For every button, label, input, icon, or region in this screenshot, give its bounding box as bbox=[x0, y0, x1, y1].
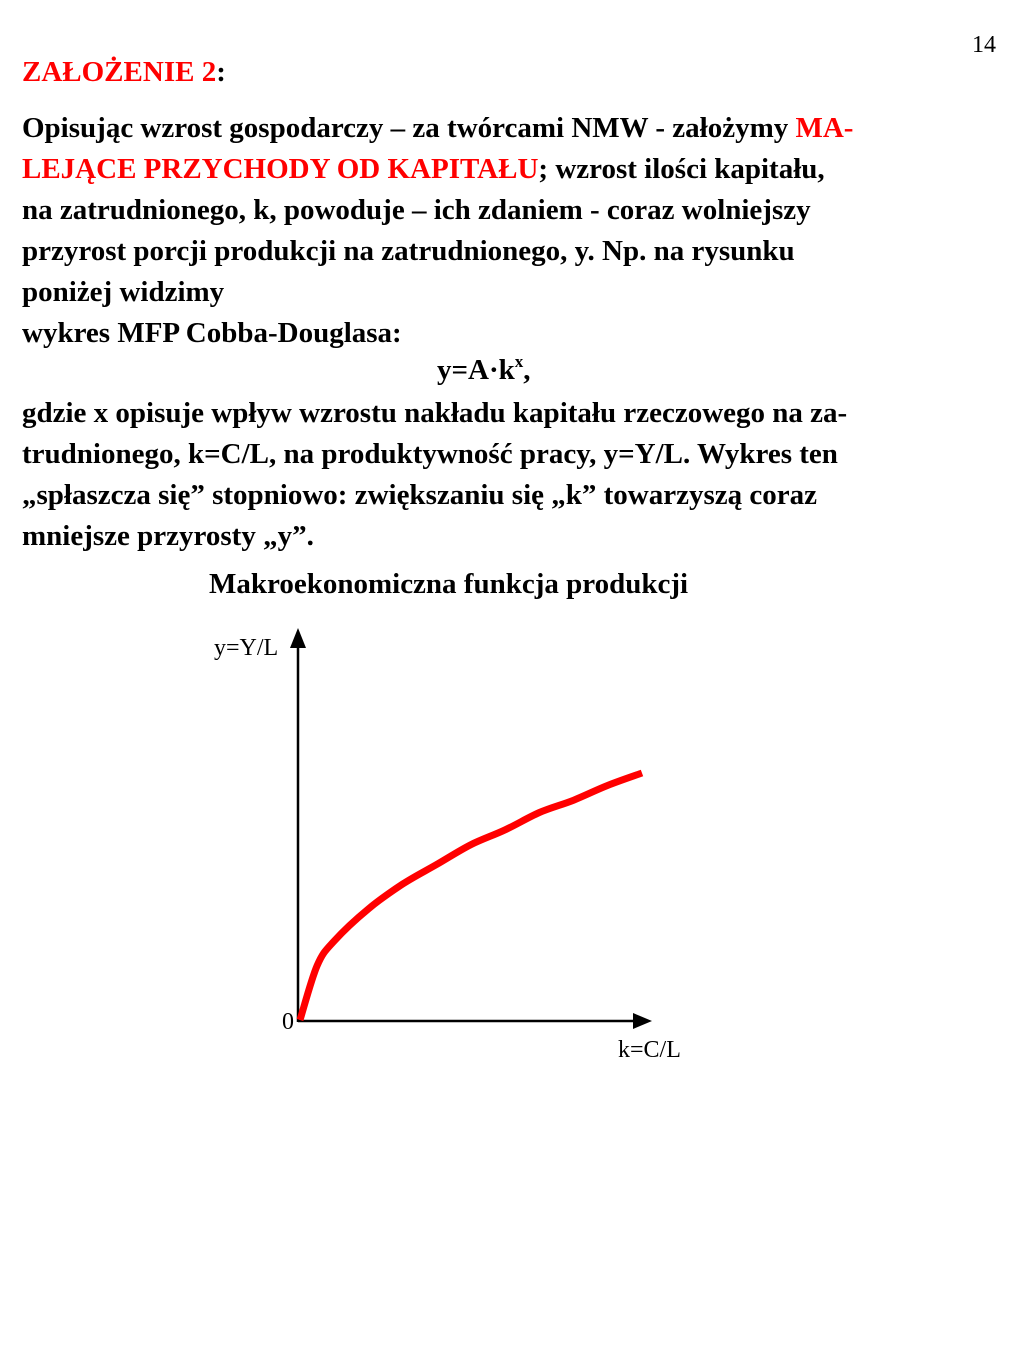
formula-suffix: , bbox=[523, 354, 531, 386]
explanation-line-2: trudnionego, k=C/L, na produktywność pracy, y=Y/L. Wykres ten bbox=[22, 438, 838, 470]
x-axis-arrow-icon bbox=[633, 1013, 652, 1029]
explanation-line-4: mniejsze przyrosty „y”. bbox=[22, 520, 314, 552]
intro-line-6: wykres MFP Cobba-Douglasa: bbox=[22, 317, 402, 349]
origin-label: 0 bbox=[282, 1009, 294, 1035]
intro-line-5: poniżej widzimy bbox=[22, 276, 225, 308]
intro-line-3: na zatrudnionego, k, powoduje – ich zdaniem - coraz wolniejszy bbox=[22, 194, 811, 226]
intro-line-1-text: Opisując wzrost gospodarczy – za twórcami NMW - założymy bbox=[22, 112, 796, 144]
formula-base: y=A·k bbox=[437, 354, 515, 386]
intro-line-4: przyrost porcji produkcji na zatrudnionego, y. Np. na rysunku bbox=[22, 235, 795, 267]
intro-line-2-text: ; wzrost ilości kapitału, bbox=[538, 153, 825, 185]
assumption-heading-colon: : bbox=[216, 56, 226, 88]
y-axis-label: y=Y/L bbox=[214, 635, 279, 661]
chart-title: Makroekonomiczna funkcja produkcji bbox=[209, 568, 689, 600]
page-number: 14 bbox=[972, 32, 996, 58]
intro-line-2-highlight: LEJĄCE PRZYCHODY OD KAPITAŁU bbox=[22, 153, 539, 185]
explanation-line-3: „spłaszcza się” stopniowo: zwiększaniu się „k” towarzyszą coraz bbox=[22, 479, 817, 511]
series-layer bbox=[300, 773, 642, 1020]
y-axis-arrow-icon bbox=[290, 628, 306, 648]
intro-line-1-highlight: MA- bbox=[795, 112, 854, 144]
explanation-line-1: gdzie x opisuje wpływ wzrostu nakładu kapitału rzeczowego na za- bbox=[22, 397, 848, 429]
formula-exponent: x bbox=[514, 352, 524, 371]
production-curve-0 bbox=[300, 773, 642, 1020]
x-axis-label: k=C/L bbox=[618, 1037, 681, 1063]
assumption-heading-label: ZAŁOŻENIE 2 bbox=[22, 56, 217, 88]
